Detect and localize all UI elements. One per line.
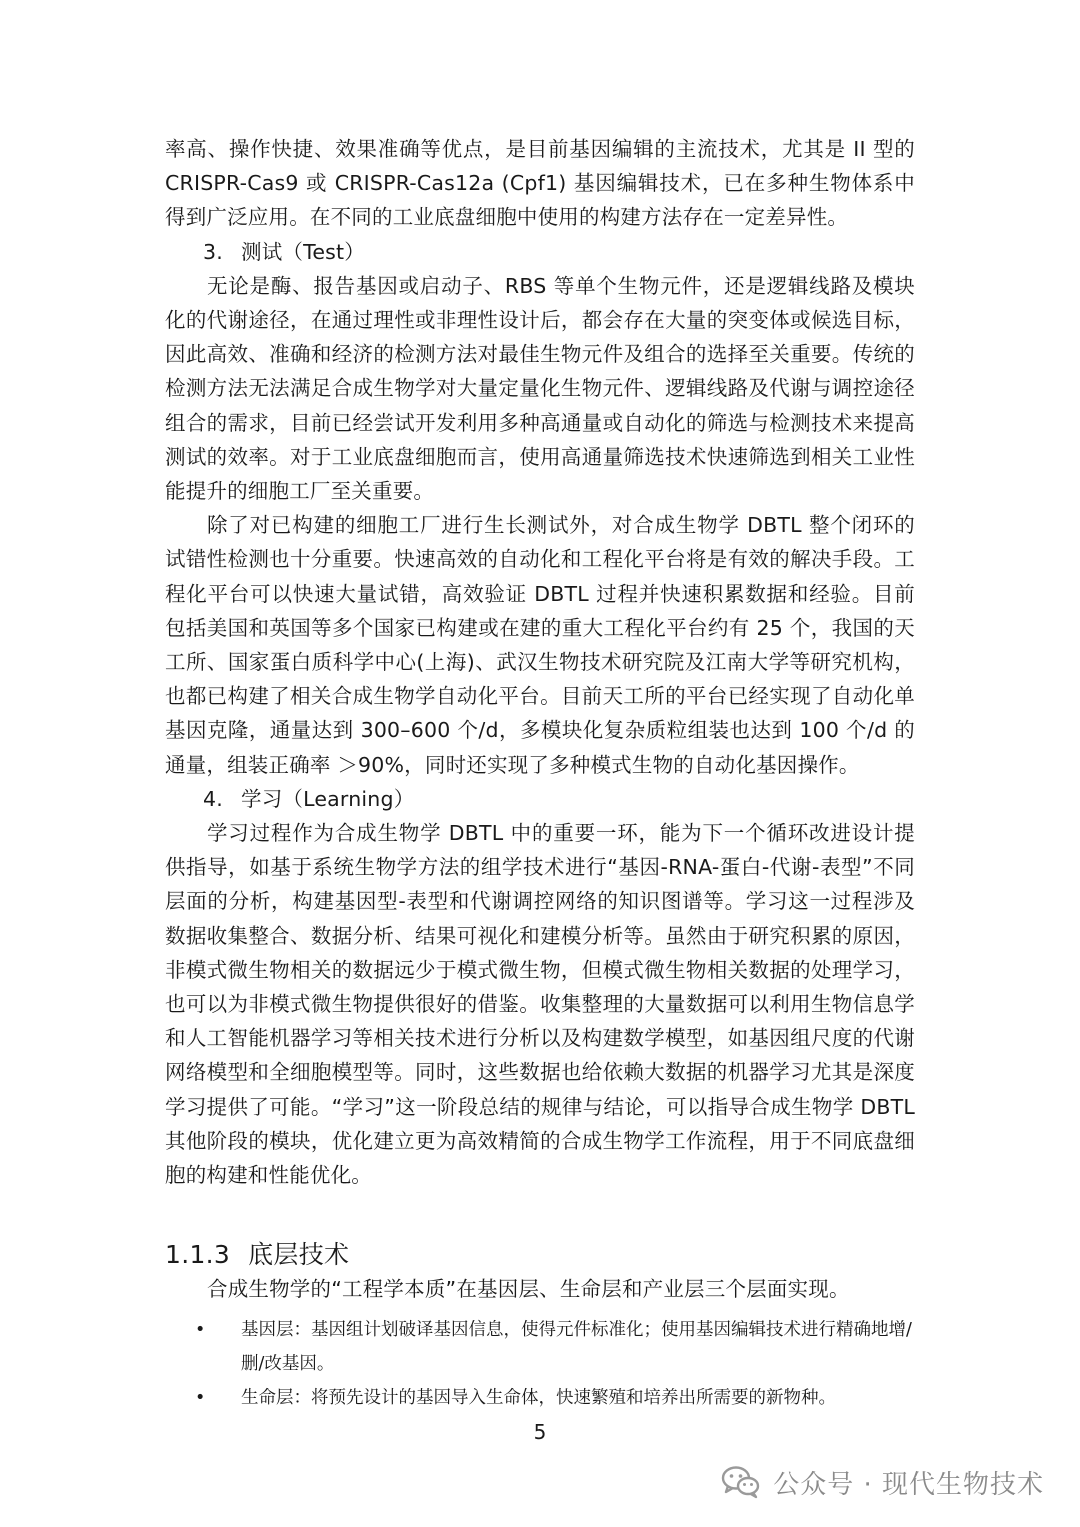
bullet-dot-icon: •	[195, 1319, 206, 1340]
page-number: 5	[533, 1420, 547, 1444]
paragraph-test-1: 无论是酶、报告基因或启动子、RBS 等单个生物元件，还是逻辑线路及模块化的代谢途径，在通过理性或非理性设计后，都会存在大量的突变体或候选目标，因此高效、准确和经济的检测方法对最佳生物元件及组合的选择至关重要。传统的检测方法无法满足合成生物学对大量定量化生物元件、逻辑线路及代谢与调控途径组合的需求，目前已经尝试开发利用多种高通量或自动化的筛选与检测技术来提高测试的效率。对于工业底盘细胞而言，使用高通量筛选技术快速筛选到相关工业性能提升的细胞工厂至关重要。	[165, 273, 915, 504]
list-label: 学习（Learning）	[241, 786, 415, 811]
section-title: 底层技术	[248, 1240, 350, 1270]
watermark-text: 公众号 · 现代生物技术	[773, 1469, 1044, 1500]
list-number: 3.	[203, 239, 223, 264]
bullet-item-gene-layer	[165, 1313, 915, 1381]
paragraph-learning: 学习过程作为合成生物学 DBTL 中的重要一环，能为下一个循环改进设计提供指导，如基于系统生物学方法的组学技术进行“基因-RNA-蛋白-代谢-表型”不同层面的分析，构建基因型-表型和代谢调控网络的知识图谱等。学习这一过程涉及数据收集整合、数据分析、结果可视化和建模分析等。虽然由于研究积累的原因，非模式微生物相关的数据远少于模式微生物，但模式微生物相关数据的处理学习，也可以为非模式微生物提供很好的借鉴。收集整理的大量数据可以利用生物信息学和人工智能机器学习等相关技术进行分析以及构建数学模型，如基因组尺度的代谢网络模型和全细胞模型等。同时，这些数据也给依赖大数据的机器学习尤其是深度学习提供了可能。“学习”这一阶段总结的规律与结论，可以指导合成生物学 DBTL 其他阶段的模块，优化建立更为高效精简的合成生物学工作流程，用于不同底盘细胞的构建和性能优化。	[165, 821, 915, 1188]
list-item-test	[165, 235, 915, 269]
list-item-learning	[165, 782, 915, 816]
watermark	[721, 1462, 1044, 1502]
list-label: 测试（Test）	[241, 239, 365, 264]
bullet-dot-icon: •	[195, 1387, 206, 1408]
bullet-text: 基因层：基因组计划破译基因信息，使得元件标准化；使用基因编辑技术进行精确地增/删/改基因。	[241, 1319, 912, 1374]
section-number: 1.1.3	[165, 1240, 231, 1270]
paragraph-test-2: 除了对已构建的细胞工厂进行生长测试外，对合成生物学 DBTL 整个闭环的试错性检测也十分重要。快速高效的自动化和工程化平台将是有效的解决手段。工程化平台可以快速大量试错，高效验证 DBTL 过程并快速积累数据和经验。目前包括美国和英国等多个国家已构建或在建的重大工程化平台约有 25 个，我国的天工所、国家蛋白质科学中心(上海)、武汉生物技术研究院及江南大学等研究机构，也都已构建了相关合成生物学自动化平台。目前天工所的平台已经实现了自动化单基因克隆，通量达到 300–600 个/d，多模块化复杂质粒组装也达到 100 个/d 的通量，组装正确率 ＞90%，同时还实现了多种模式生物的自动化基因操作。	[165, 513, 915, 777]
bullet-text: 生命层：将预先设计的基因导入生命体，快速繁殖和培养出所需要的新物种。	[241, 1387, 836, 1408]
section-intro: 合成生物学的“工程学本质”在基因层、生命层和产业层三个层面实现。	[207, 1277, 850, 1302]
list-number: 4.	[203, 786, 223, 811]
wechat-icon	[721, 1465, 761, 1499]
bullet-list	[165, 1313, 915, 1415]
page-content	[165, 132, 915, 1415]
section-heading	[165, 1238, 915, 1272]
paragraph-crispr: 率高、操作快捷、效果准确等优点，是目前基因编辑的主流技术，尤其是 II 型的 CRISPR-Cas9 或 CRISPR-Cas12a (Cpf1) 基因编辑技术，已在多种生物体系中得到广泛应用。在不同的工业底盘细胞中使用的构建方法存在一定差异性。	[165, 137, 915, 230]
bullet-item-life-layer	[165, 1381, 915, 1415]
